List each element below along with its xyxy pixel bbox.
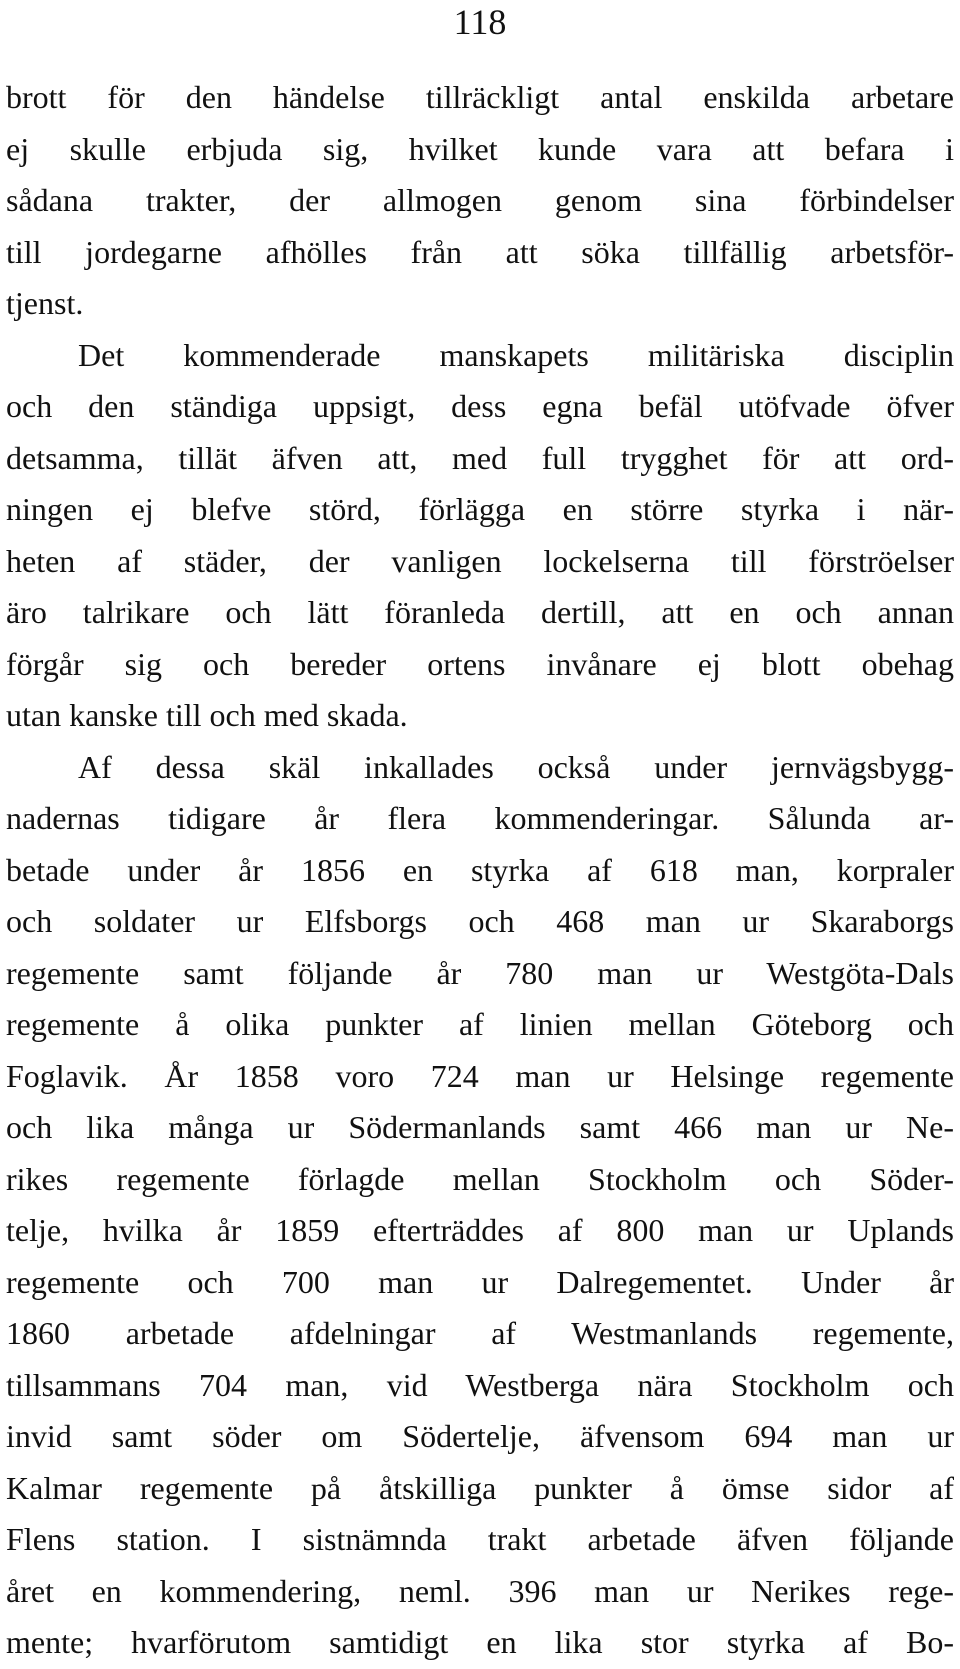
- text-line: heten af städer, der vanligen lockelserna till förströelser: [6, 542, 954, 579]
- text-line: detsamma, tillät äfven att, med full trygghet för att ord-: [6, 439, 954, 476]
- text-line: och den ständiga uppsigt, dess egna befäl utöfvade öfver: [6, 388, 954, 424]
- text-line: nadernas tidigare år flera kommenderingar. Sålunda ar-: [6, 800, 954, 836]
- text-line: Foglavik. År 1858 voro 724 man ur Helsinge regemente: [6, 1057, 954, 1094]
- text-line: året en kommendering, neml. 396 man ur Nerikes rege-: [6, 1572, 954, 1609]
- text-line: mente; hvarförutom samtidigt en lika stor styrka af Bo-: [6, 1624, 954, 1660]
- text-line: Flens station. I sistnämnda trakt arbetade äfven följande: [6, 1521, 954, 1557]
- text-line: betade under år 1856 en styrka af 618 man, korpraler: [6, 851, 954, 888]
- text-line: Af dessa skäl inkallades också under jernvägsbygg-: [78, 748, 954, 785]
- text-line: invid samt söder om Södertelje, äfvensom 694 man ur: [6, 1418, 954, 1454]
- text-line: sådana trakter, der allmogen genom sina förbindelser: [6, 182, 954, 218]
- text-line: brott för den händelse tillräckligt antal enskilda arbetare: [6, 79, 954, 115]
- text-line: utan kanske till och med skada.: [6, 697, 408, 733]
- text-line: förgår sig och bereder ortens invånare ej blott obehag: [6, 645, 954, 682]
- text-line: tjenst.: [6, 285, 84, 321]
- text-line: Det kommenderade manskapets militäriska disciplin: [78, 336, 954, 373]
- text-line: 1860 arbetade afdelningar af Westmanlands regemente,: [6, 1315, 954, 1351]
- body-text: [6, 72, 954, 1669]
- page-number: 118: [453, 2, 507, 42]
- text-line: rikes regemente förlagde mellan Stockholm och Söder-: [6, 1160, 954, 1197]
- text-line: Kalmar regemente på åtskilliga punkter å ömse sidor af: [6, 1469, 954, 1506]
- text-line: och lika många ur Södermanlands samt 466 man ur Ne-: [6, 1109, 954, 1145]
- text-line: tillsammans 704 man, vid Westberga nära Stockholm och: [6, 1366, 954, 1403]
- text-line: och soldater ur Elfsborgs och 468 man ur Skaraborgs: [6, 903, 954, 939]
- text-line: till jordegarne afhölles från att söka tillfällig arbetsför-: [6, 233, 954, 270]
- text-line: ningen ej blefve störd, förlägga en större styrka i när-: [6, 491, 954, 527]
- text-line: regemente samt följande år 780 man ur Westgöta-Dals: [6, 954, 954, 991]
- text-line: äro talrikare och lätt föranleda dertill, att en och annan: [6, 594, 954, 630]
- text-line: telje, hvilka år 1859 efterträddes af 800 man ur Uplands: [6, 1212, 954, 1248]
- text-line: regemente å olika punkter af linien mellan Göteborg och: [6, 1006, 954, 1042]
- text-line: regemente och 700 man ur Dalregementet. Under år: [6, 1263, 954, 1300]
- text-line: ej skulle erbjuda sig, hvilket kunde vara att befara i: [6, 130, 954, 167]
